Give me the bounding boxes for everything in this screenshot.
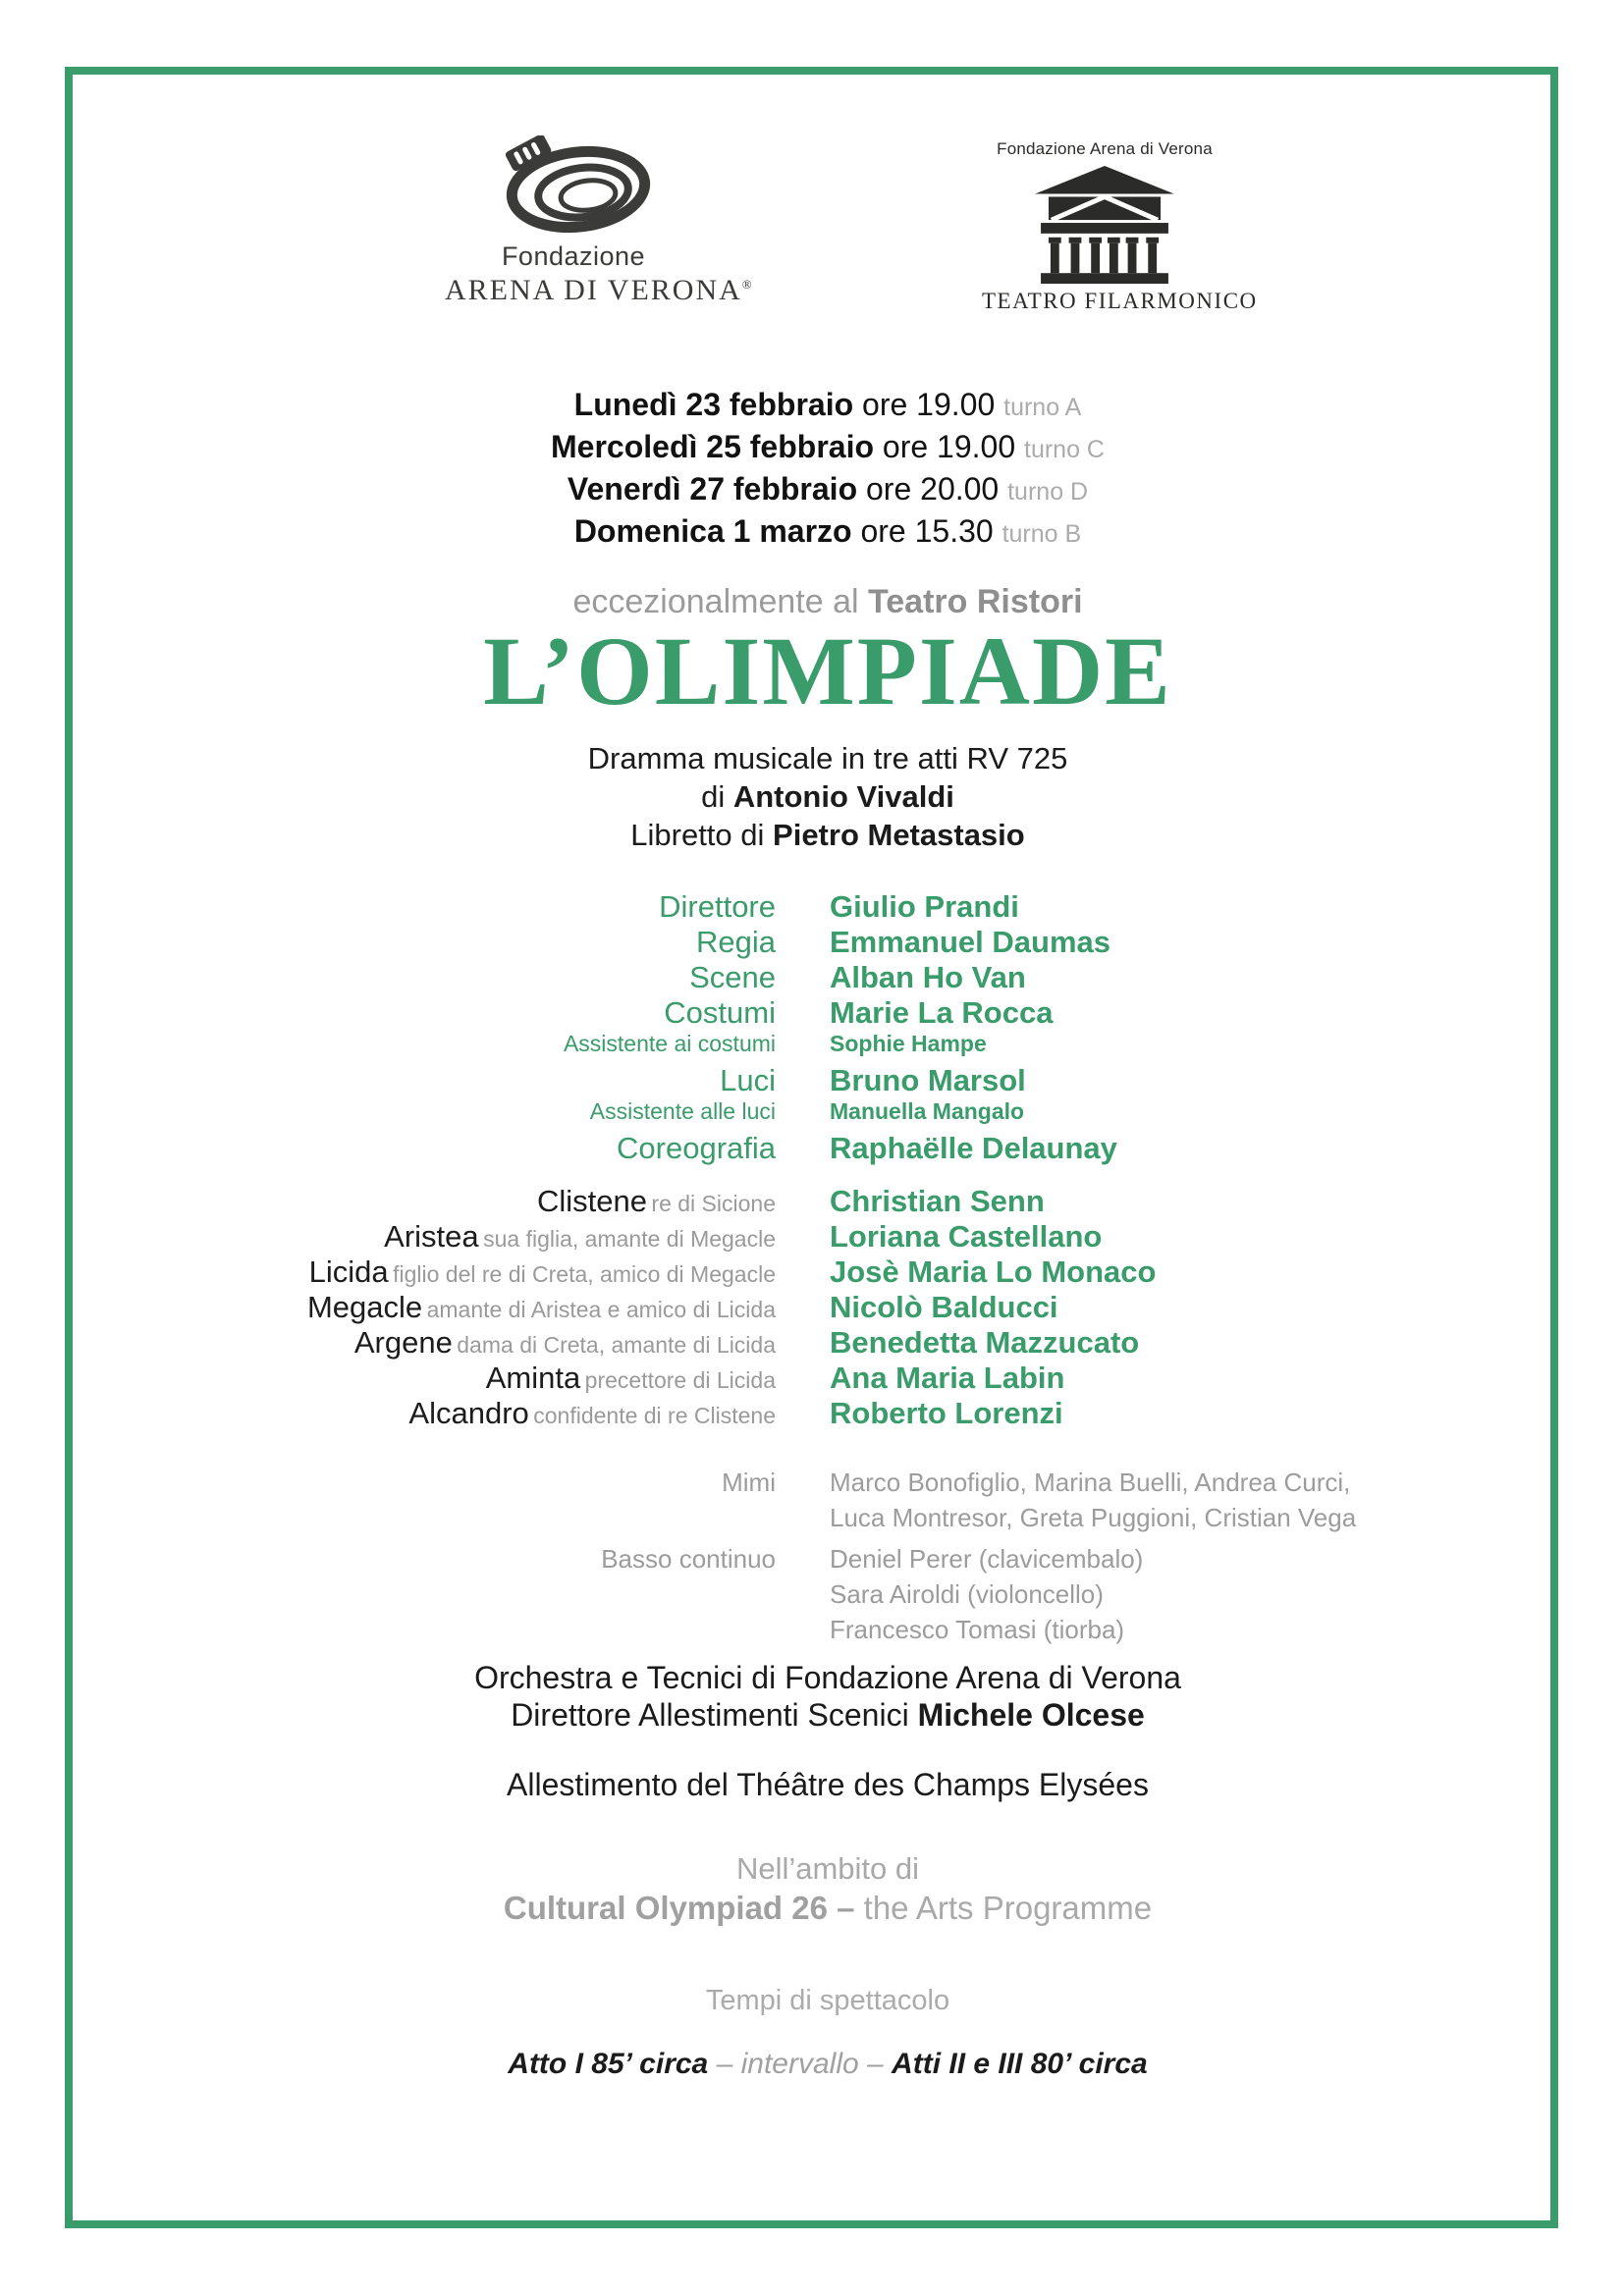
logo-left-name: ARENA DI VERONA® bbox=[445, 274, 754, 306]
performance-dates bbox=[0, 385, 1624, 554]
mimes-section bbox=[0, 1465, 1624, 1535]
credit-row: Costumi Marie La Rocca bbox=[664, 995, 1054, 1030]
venue-line: eccezionalmente al Teatro Ristori bbox=[572, 583, 1083, 620]
credit-row: Assistente ai costumi Sophie Hampe bbox=[563, 1031, 987, 1056]
production-info bbox=[0, 1659, 1624, 1734]
credit-row: Regia Emmanuel Daumas bbox=[696, 925, 1110, 959]
continuo-label: Basso continuo bbox=[601, 1544, 776, 1574]
cast-row: Megacle amante di Aristea e amico di Licida Nicolò Balducci bbox=[306, 1290, 1058, 1324]
temple-facade-icon bbox=[1032, 165, 1177, 285]
venue-name: Teatro Ristori bbox=[868, 583, 1083, 620]
arena-amphitheatre-icon bbox=[495, 135, 652, 234]
date-line: Lunedì 23 febbraio ore 19.00 turno A bbox=[573, 387, 1082, 422]
framework-programme: Cultural Olympiad 26 – the Arts Programme bbox=[503, 1890, 1153, 1926]
work-subtitle: Dramma musicale in tre atti RV 725 bbox=[587, 741, 1068, 775]
composer-line: di Antonio Vivaldi bbox=[701, 779, 954, 814]
mimes-label: Mimi bbox=[722, 1468, 776, 1497]
page-title: L’OLIMPIADE bbox=[483, 616, 1172, 725]
teatro-filarmonico-logo bbox=[982, 139, 1258, 314]
credit-row: Direttore Giulio Prandi bbox=[659, 889, 1019, 924]
framework-intro: Nell’ambito di bbox=[735, 1851, 920, 1886]
librettist-name: Pietro Metastasio bbox=[773, 818, 1025, 852]
cast-row: Alcandro confidente di re Clistene Roberto Lorenzi bbox=[408, 1396, 1063, 1430]
continuo-section bbox=[0, 1541, 1624, 1647]
cast-row: Argene dama di Creta, amante di Licida Benedetta Mazzucato bbox=[353, 1325, 1140, 1360]
cast-row: Clistene re di Sicione Christian Senn bbox=[536, 1184, 1045, 1218]
framework-section bbox=[0, 1849, 1624, 1928]
cast-list bbox=[0, 1184, 1624, 1431]
registered-mark: ® bbox=[741, 277, 754, 292]
cast-row: Licida figlio del re di Creta, amico di Megacle Josè Maria Lo Monaco bbox=[308, 1255, 1157, 1289]
interval-text: – intervallo – bbox=[716, 2048, 884, 2080]
orchestra-line: Orchestra e Tecnici di Fondazione Arena di Verona bbox=[474, 1660, 1181, 1695]
date-line: Domenica 1 marzo ore 15.30 turno B bbox=[573, 513, 1082, 549]
timing-heading: Tempi di spettacolo bbox=[705, 1985, 950, 2016]
logo-right-name: TEATRO FILARMONICO bbox=[982, 289, 1258, 313]
scenic-director-name: Michele Olcese bbox=[917, 1697, 1145, 1733]
arena-di-verona-logo bbox=[445, 135, 754, 307]
cast-row: Aminta precettore di Licida Ana Maria Labin bbox=[485, 1361, 1065, 1395]
credit-row: Coreografia Raphaëlle Delaunay bbox=[617, 1131, 1117, 1165]
date-line: Venerdì 27 febbraio ore 20.00 turno D bbox=[567, 471, 1089, 507]
staging-line: Allestimento del Théâtre des Champs Elysées bbox=[507, 1767, 1149, 1802]
credit-row: Assistente alle luci Manuella Mangalo bbox=[589, 1098, 1025, 1124]
composer-name: Antonio Vivaldi bbox=[732, 779, 954, 814]
logo-left-fondazione: Fondazione bbox=[501, 241, 646, 271]
date-line: Mercoledì 25 febbraio ore 19.00 turno C bbox=[551, 429, 1105, 464]
timing-details: Atto I 85’ circa – intervallo – Atti II e III 80’ circa bbox=[508, 2048, 1148, 2080]
mimes-names: Marco Bonofiglio, Marina Buelli, Andrea Curci, Luca Montresor, Greta Puggioni, Cristian Vega bbox=[830, 1468, 1357, 1532]
work-info bbox=[0, 739, 1624, 854]
continuo-names: Deniel Perer (clavicembalo) Sara Airoldi (violoncello) Francesco Tomasi (tiorba) bbox=[830, 1544, 1144, 1644]
credit-row: Luci Bruno Marsol bbox=[720, 1063, 1026, 1097]
credit-row: Scene Alban Ho Van bbox=[689, 960, 1026, 994]
cast-row: Aristea sua figlia, amante di Megacle Loriana Castellano bbox=[384, 1219, 1103, 1254]
libretto-line: Libretto di Pietro Metastasio bbox=[630, 818, 1025, 852]
scenic-director-line: Direttore Allestimenti Scenici Michele Olcese bbox=[511, 1697, 1145, 1733]
logo-right-fondazione: Fondazione Arena di Verona bbox=[997, 139, 1213, 158]
creative-credits bbox=[0, 889, 1624, 1166]
